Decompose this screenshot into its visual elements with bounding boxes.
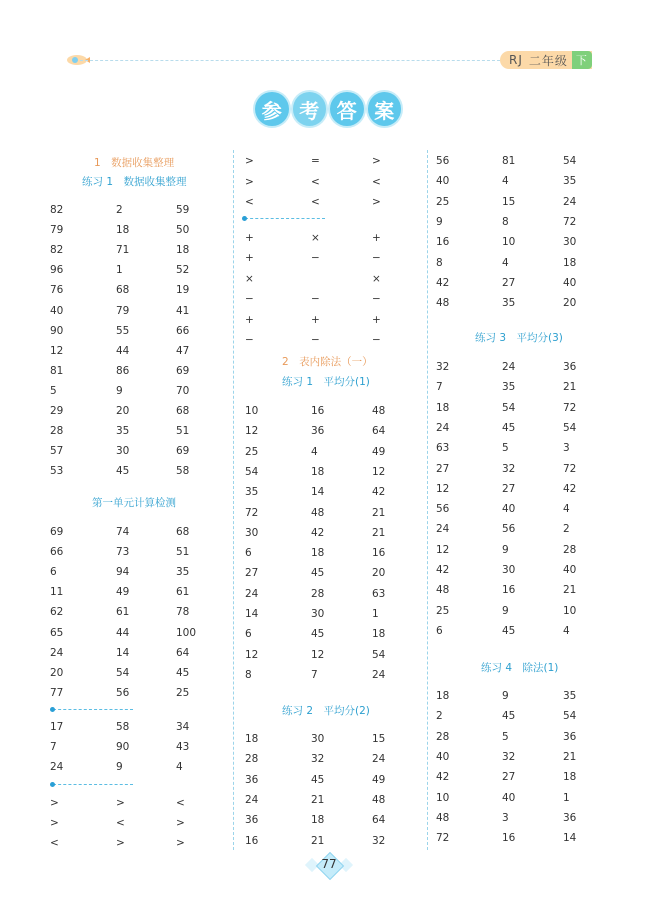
answer-cell: 5 — [502, 730, 509, 743]
answer-cell: 4 — [311, 445, 318, 458]
answer-cell: < — [50, 837, 59, 849]
answer-cell: 42 — [436, 276, 450, 289]
answer-cell: 81 — [50, 364, 64, 377]
answer-cell: 21 — [563, 381, 577, 394]
answer-cell: 66 — [50, 546, 64, 559]
answer-cell: 72 — [563, 462, 577, 475]
answer-cell: 20 — [372, 567, 386, 580]
answer-cell: 42 — [372, 486, 386, 499]
answer-cell: 54 — [502, 401, 516, 414]
answer-cell: 44 — [116, 626, 130, 639]
answer-cell: 9 — [502, 604, 509, 617]
answer-cell: 30 — [311, 608, 325, 620]
answer-cell: 6 — [245, 547, 252, 560]
answer-cell: = — [311, 155, 320, 167]
answer-cell: − — [245, 334, 254, 346]
answer-cell: 9 — [116, 384, 123, 397]
answer-cell: − — [311, 252, 320, 265]
title-char: 案 — [368, 92, 402, 126]
exercise-title: 练习 2 平均分(2) — [282, 705, 370, 717]
answer-cell: 40 — [50, 304, 64, 317]
answer-cell: 36 — [563, 361, 577, 373]
answer-cell: 47 — [176, 344, 190, 357]
answer-cell: 1 — [116, 264, 123, 277]
answer-cell: 24 — [436, 523, 450, 536]
answer-cell: 18 — [563, 256, 577, 269]
answer-cell: 63 — [372, 587, 386, 600]
answer-cell: 57 — [50, 445, 64, 458]
answer-cell: 68 — [176, 405, 190, 417]
answer-cell: 32 — [436, 361, 450, 373]
answer-cell: 2 — [563, 523, 570, 536]
exercise-title: 第一单元计算检测 — [92, 497, 176, 509]
answer-cell: 28 — [50, 425, 64, 438]
answer-cell: 56 — [436, 155, 450, 167]
answer-cell: 8 — [245, 668, 252, 681]
answer-cell: 4 — [502, 175, 509, 188]
answer-cell: 27 — [245, 567, 259, 580]
answer-cell: 28 — [436, 730, 450, 743]
answer-cell: 40 — [436, 750, 450, 763]
answer-cell: 25 — [436, 195, 450, 208]
page-number-badge — [307, 852, 351, 878]
answer-cell: 94 — [116, 566, 130, 579]
answer-cell: 21 — [563, 584, 577, 597]
answer-cell: 12 — [245, 425, 259, 438]
answer-cell: 6 — [50, 566, 57, 579]
answer-cell: 54 — [372, 648, 386, 661]
answer-cell: 10 — [245, 405, 259, 417]
title-char: 答 — [330, 92, 364, 126]
answer-cell: > — [176, 837, 185, 849]
answer-cell: + — [372, 313, 381, 326]
answer-cell: 24 — [563, 195, 577, 208]
answer-cell: 9 — [116, 761, 123, 774]
answer-cell: 27 — [502, 482, 516, 495]
answer-cell: × — [245, 272, 254, 285]
answer-cell: 24 — [50, 646, 64, 659]
answer-cell: 36 — [245, 814, 259, 827]
answer-cell: 18 — [116, 224, 130, 237]
answer-cell: 51 — [176, 546, 190, 559]
answer-cell: 15 — [372, 733, 386, 745]
answer-cell: − — [311, 293, 320, 306]
answer-cell: 4 — [563, 624, 570, 637]
answer-cell: 11 — [50, 586, 64, 599]
answer-cell: 68 — [116, 284, 130, 297]
answer-cell: 32 — [372, 834, 386, 847]
answer-cell: 64 — [372, 814, 386, 827]
answer-cell: 27 — [502, 771, 516, 784]
answer-cell: 5 — [50, 384, 57, 397]
answer-cell: 24 — [245, 587, 259, 600]
answer-cell: > — [245, 155, 254, 167]
answer-cell: 21 — [372, 526, 386, 539]
answer-cell: 27 — [502, 276, 516, 289]
answer-cell: 48 — [436, 297, 450, 310]
answer-cell: 59 — [176, 204, 190, 216]
answer-cell: 24 — [372, 668, 386, 681]
answer-cell: 18 — [372, 628, 386, 641]
answer-cell: 40 — [563, 276, 577, 289]
answer-cell: 30 — [502, 564, 516, 576]
answer-cell: 48 — [372, 405, 386, 417]
answer-cell: 58 — [176, 465, 190, 478]
answer-cell: 29 — [50, 405, 64, 417]
answer-cell: 42 — [311, 526, 325, 539]
answer-cell: 3 — [563, 442, 570, 455]
answer-cell: > — [372, 196, 381, 208]
answer-cell: 30 — [311, 733, 325, 745]
grade-label: 二年级 — [528, 53, 568, 68]
answer-cell: 5 — [502, 442, 509, 455]
answer-cell: 45 — [311, 628, 325, 641]
answer-cell: 7 — [311, 668, 318, 681]
answer-cell: 43 — [176, 741, 190, 754]
answer-cell: 24 — [436, 421, 450, 434]
answer-cell: 2 — [116, 204, 123, 216]
series-label: RJ — [509, 53, 523, 67]
answer-cell: < — [311, 175, 320, 188]
answer-cell: 54 — [245, 465, 259, 478]
answer-cell: 28 — [245, 753, 259, 766]
answer-cell: 72 — [563, 401, 577, 414]
answer-cell: 17 — [50, 721, 64, 733]
answer-cell: 12 — [311, 648, 325, 661]
answer-cell: 45 — [176, 666, 190, 679]
answer-cell: 45 — [502, 710, 516, 723]
answer-cell: 45 — [502, 624, 516, 637]
answer-cell: 40 — [563, 564, 577, 576]
answer-cell: 12 — [436, 543, 450, 556]
exercise-title: 练习 3 平均分(3) — [475, 332, 563, 344]
answer-cell: 79 — [116, 304, 130, 317]
answer-cell: 69 — [50, 526, 64, 538]
answer-cell: 51 — [176, 425, 190, 438]
answer-cell: 48 — [311, 506, 325, 519]
answer-cell: 16 — [372, 547, 386, 560]
answer-cell: 72 — [245, 506, 259, 519]
answer-cell: > — [176, 817, 185, 829]
answer-cell: 19 — [176, 284, 190, 297]
answer-cell: 18 — [176, 244, 190, 257]
answer-cell: 8 — [436, 256, 443, 269]
exercise-title: 练习 1 平均分(1) — [282, 376, 370, 388]
answer-cell: 10 — [502, 236, 516, 249]
answer-cell: 81 — [502, 155, 516, 167]
dashed-separator — [53, 784, 133, 785]
answer-cell: 4 — [502, 256, 509, 269]
answer-cell: 64 — [176, 646, 190, 659]
answer-cell: 69 — [176, 445, 190, 458]
answer-cell: 7 — [50, 741, 57, 754]
answer-cell: 48 — [436, 811, 450, 824]
answer-cell: 4 — [176, 761, 183, 774]
answer-cell: 21 — [372, 506, 386, 519]
answer-cell: 20 — [50, 666, 64, 679]
answer-cell: 74 — [116, 526, 130, 538]
answer-cell: + — [245, 252, 254, 265]
answer-cell: 77 — [50, 686, 64, 699]
answer-cell: 24 — [50, 761, 64, 774]
answer-cell: 90 — [116, 741, 130, 754]
dashed-separator — [245, 218, 325, 219]
answer-cell: 64 — [372, 425, 386, 438]
answer-cell: > — [116, 797, 125, 809]
answer-cell: 35 — [563, 175, 577, 188]
answer-cell: 12 — [436, 482, 450, 495]
answer-cell: 35 — [563, 690, 577, 702]
answer-cell: 42 — [563, 482, 577, 495]
answer-cell: 40 — [436, 175, 450, 188]
answer-cell: 53 — [50, 465, 64, 478]
title-char: 参 — [255, 92, 289, 126]
answer-cell: × — [311, 232, 320, 244]
answer-cell: > — [372, 155, 381, 167]
answer-cell: 16 — [436, 236, 450, 249]
answer-cell: 32 — [502, 750, 516, 763]
answer-cell: 62 — [50, 606, 64, 619]
answer-cell: 30 — [245, 526, 259, 539]
answer-cell: 3 — [502, 811, 509, 824]
answer-cell: 61 — [176, 586, 190, 599]
answer-cell: 54 — [563, 155, 577, 167]
answer-cell: 41 — [176, 304, 190, 317]
answer-cell: 18 — [311, 814, 325, 827]
answer-cell: 35 — [245, 486, 259, 499]
answer-cell: × — [372, 272, 381, 285]
answer-cell: 34 — [176, 721, 190, 733]
answer-cell: < — [176, 797, 185, 809]
answer-cell: 10 — [563, 604, 577, 617]
answer-cell: > — [50, 817, 59, 829]
answer-cell: 21 — [311, 793, 325, 806]
title-char: 考 — [293, 92, 327, 126]
answer-cell: 48 — [372, 793, 386, 806]
answer-cell: 90 — [50, 324, 64, 337]
answer-cell: 20 — [116, 405, 130, 417]
answer-cell: > — [116, 837, 125, 849]
column-divider — [427, 150, 428, 850]
answer-cell: 12 — [372, 465, 386, 478]
answer-cell: 9 — [436, 215, 443, 228]
answer-cell: 65 — [50, 626, 64, 639]
answer-cell: 25 — [245, 445, 259, 458]
answer-cell: 86 — [116, 364, 130, 377]
answer-cell: 10 — [436, 791, 450, 804]
answer-cell: 100 — [176, 626, 197, 639]
answer-cell: 32 — [311, 753, 325, 766]
answer-cell: 49 — [372, 445, 386, 458]
answer-cell: 12 — [50, 344, 64, 357]
answer-cell: 4 — [563, 503, 570, 516]
answer-cell: 16 — [311, 405, 325, 417]
answer-cell: 42 — [436, 564, 450, 576]
answer-cell: 15 — [502, 195, 516, 208]
answer-cell: 40 — [502, 503, 516, 516]
answer-cell: − — [372, 334, 381, 346]
answer-cell: 76 — [50, 284, 64, 297]
answer-cell: 61 — [116, 606, 130, 619]
answer-cell: 82 — [50, 244, 64, 257]
answer-cell: 49 — [372, 773, 386, 786]
exercise-title: 练习 1 数据收集整理 — [82, 176, 187, 188]
answer-cell: 73 — [116, 546, 130, 559]
answer-cell: 14 — [311, 486, 325, 499]
answer-cell: 18 — [311, 547, 325, 560]
answer-cell: 69 — [176, 364, 190, 377]
answer-cell: 35 — [116, 425, 130, 438]
answer-cell: − — [245, 293, 254, 306]
answer-cell: > — [245, 175, 254, 188]
answer-cell: + — [245, 232, 254, 244]
answer-cell: + — [245, 313, 254, 326]
answer-cell: 18 — [436, 690, 450, 702]
answer-cell: 14 — [245, 608, 259, 620]
answer-cell: 21 — [311, 834, 325, 847]
answer-cell: 42 — [436, 771, 450, 784]
grade-badge — [500, 51, 592, 69]
answer-cell: < — [372, 175, 381, 188]
answer-cell: 45 — [502, 421, 516, 434]
answer-cell: 40 — [502, 791, 516, 804]
column-divider — [233, 150, 234, 850]
answer-cell: 30 — [116, 445, 130, 458]
answer-cell: 72 — [436, 832, 450, 845]
answer-cell: 78 — [176, 606, 190, 619]
answer-cell: 16 — [245, 834, 259, 847]
answer-cell: 44 — [116, 344, 130, 357]
answer-cell: 45 — [116, 465, 130, 478]
answer-cell: 63 — [436, 442, 450, 455]
answer-cell: 25 — [436, 604, 450, 617]
answer-cell: 52 — [176, 264, 190, 277]
answer-cell: 48 — [436, 584, 450, 597]
answer-cell: 18 — [311, 465, 325, 478]
section-title: 2 表内除法（一） — [282, 356, 373, 368]
answer-cell: > — [50, 797, 59, 809]
answer-cell: 1 — [372, 608, 379, 620]
answer-cell: 7 — [436, 381, 443, 394]
answer-cell: 9 — [502, 690, 509, 702]
answer-cell: 32 — [502, 462, 516, 475]
answer-cell: 71 — [116, 244, 130, 257]
page-title — [255, 88, 405, 134]
answer-cell: 18 — [436, 401, 450, 414]
answer-cell: 14 — [116, 646, 130, 659]
page-number: 77 — [321, 857, 337, 871]
answer-cell: 56 — [116, 686, 130, 699]
answer-cell: < — [116, 817, 125, 829]
answer-cell: 1 — [563, 791, 570, 804]
answer-cell: 58 — [116, 721, 130, 733]
answer-cell: 6 — [245, 628, 252, 641]
answer-cell: + — [311, 313, 320, 326]
answer-cell: 36 — [311, 425, 325, 438]
answer-cell: 66 — [176, 324, 190, 337]
answer-cell: − — [311, 334, 320, 346]
answer-cell: 50 — [176, 224, 190, 237]
header-dashed-line — [80, 60, 500, 61]
answer-cell: 20 — [563, 297, 577, 310]
answer-cell: 2 — [436, 710, 443, 723]
answer-cell: 79 — [50, 224, 64, 237]
answer-cell: + — [372, 232, 381, 244]
exercise-title: 练习 4 除法(1) — [481, 662, 559, 674]
answer-cell: 49 — [116, 586, 130, 599]
answer-cell: 54 — [563, 421, 577, 434]
answer-cell: 25 — [176, 686, 190, 699]
answer-cell: 35 — [502, 381, 516, 394]
answer-cell: 24 — [372, 753, 386, 766]
answer-cell: 54 — [116, 666, 130, 679]
answer-cell: 35 — [502, 297, 516, 310]
answer-cell: 21 — [563, 750, 577, 763]
section-title: 1 数据收集整理 — [94, 157, 175, 169]
answer-cell: 12 — [245, 648, 259, 661]
answer-cell: < — [245, 196, 254, 208]
answer-cell: 16 — [502, 832, 516, 845]
answer-cell: 96 — [50, 264, 64, 277]
answer-cell: 36 — [245, 773, 259, 786]
answer-cell: < — [311, 196, 320, 208]
answer-cell: 14 — [563, 832, 577, 845]
answer-cell: 36 — [563, 811, 577, 824]
answer-cell: − — [372, 293, 381, 306]
answer-cell: 18 — [563, 771, 577, 784]
answer-cell: 70 — [176, 384, 190, 397]
answer-cell: 6 — [436, 624, 443, 637]
volume-label: 下 — [572, 51, 592, 69]
answer-cell: 28 — [311, 587, 325, 600]
answer-cell: 24 — [245, 793, 259, 806]
answer-cell: 35 — [176, 566, 190, 579]
answer-cell: 45 — [311, 567, 325, 580]
answer-cell: 55 — [116, 324, 130, 337]
answer-cell: 72 — [563, 215, 577, 228]
answer-cell: 54 — [563, 710, 577, 723]
answer-cell: 27 — [436, 462, 450, 475]
answer-cell: 18 — [245, 733, 259, 745]
answer-cell: 8 — [502, 215, 509, 228]
answer-cell: 28 — [563, 543, 577, 556]
answer-cell: 45 — [311, 773, 325, 786]
answer-cell: 24 — [502, 361, 516, 373]
answer-cell: 30 — [563, 236, 577, 249]
answer-cell: 82 — [50, 204, 64, 216]
dashed-separator — [53, 709, 133, 710]
answer-cell: 36 — [563, 730, 577, 743]
answer-cell: 56 — [502, 523, 516, 536]
answer-cell: − — [372, 252, 381, 265]
answer-cell: 9 — [502, 543, 509, 556]
answer-cell: 56 — [436, 503, 450, 516]
answer-cell: 68 — [176, 526, 190, 538]
answer-cell: 16 — [502, 584, 516, 597]
